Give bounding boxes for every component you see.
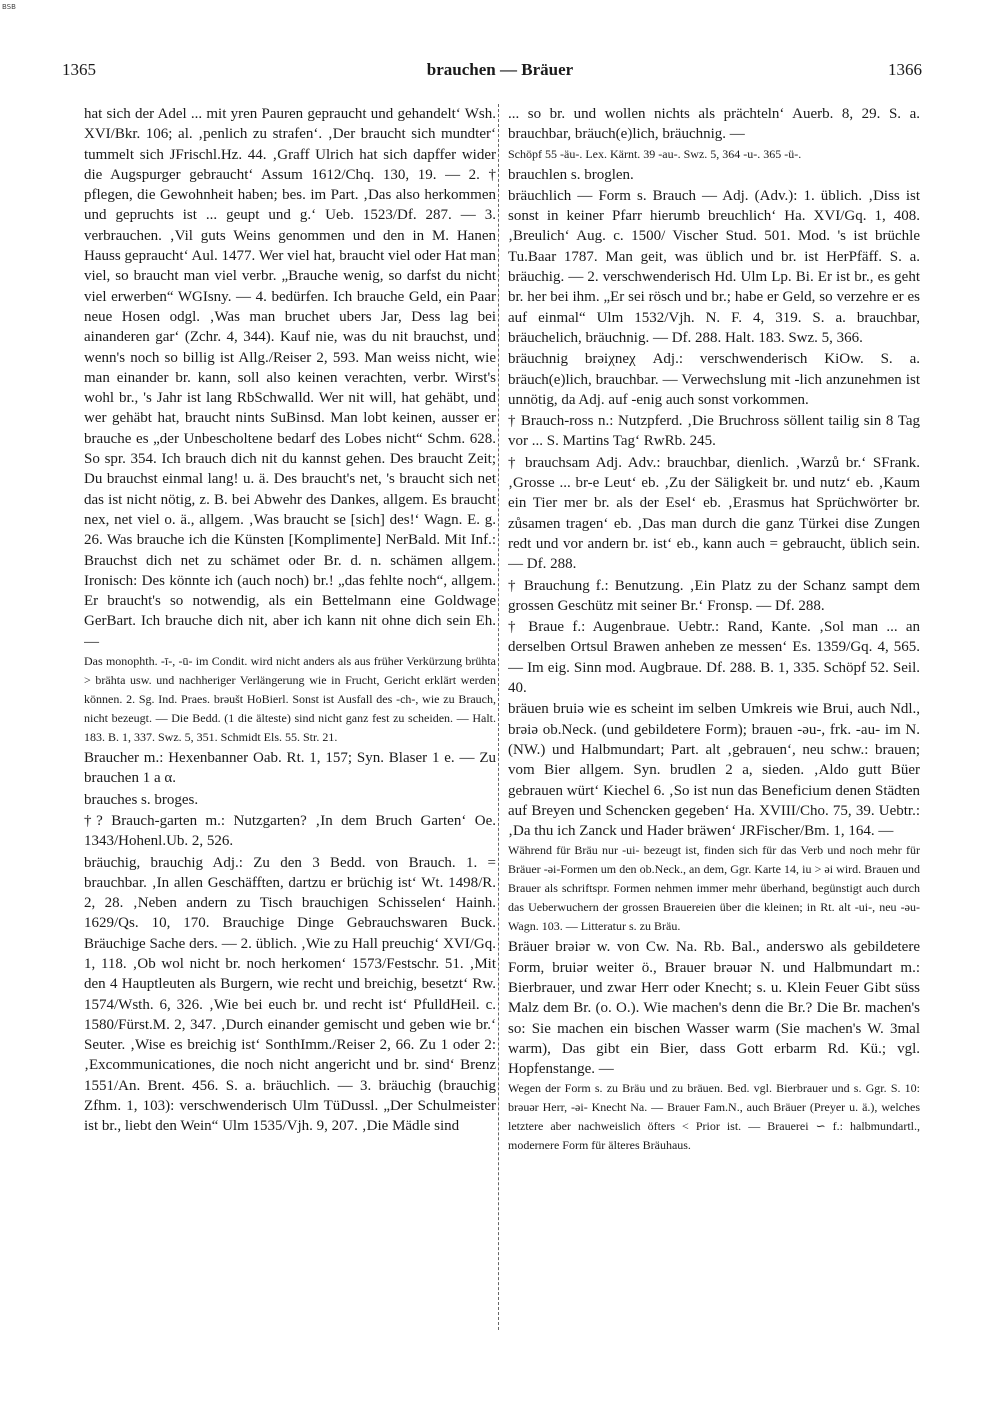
entry-braeuer: Bräuer brəiər w. von Cw. Na. Rb. Bal., anderswo als gebildetere Form, bruiər weiter ö., Brauer brəuər N. und Halbmundart m.: Bierbrauer, und zwar Herr oder Knecht; s. u. Klein Feuer Gibt süss Malz dem Br. (o. O.). Wie machen's denn die Br.? Die Br. machen's so: Sie machen ein bischen Wasser warm (Sie machen's W. 3mal warm), Das gibt ein Bier, dass Gott erbarm Rd. Kü.; vgl. Hopfenstange. — <box>508 939 920 1078</box>
entry-braue: † Braue f.: Augenbraue. Uebtr.: Rand, Kante. ‚Sol man ... an derselben Ortsul Brawen anheben ze messen‘ Es. 1359/Gq. 4, 565. — Im eig. Sinn mod. Augbraue. Df. 288. B. 1, 335. Schöpf 52. Seil. 40. <box>508 619 920 697</box>
note-brauchen: Das monophth. -ī-, -ū- im Condit. wird nicht anders als aus früher Verkürzung brühta > brähta usw. und nachheriger Verlängerung wie in Frucht, Gericht erklärt werden können. 2. Sg. Ind. Praes. brəušt HoBierl. Sonst ist Ausfall des -ch-, wie zu Brauch, nicht bezeugt. — Die Bedd. (1 die älteste) sind nicht ganz fest zu scheiden. — Halt. 183. B. 1, 337. Swz. 5, 351. Schmidt Els. 55. Str. 21. <box>84 654 496 745</box>
entry-braeuchnig: bräuchnig brəiχneχ Adj.: verschwenderisch KiOw. S. a. bräuch(e)lich, brauchbar. — Verwechslung mit -lich anzunehmen ist unnötig, da Adj. auf -enig auch sonst vorkommen. <box>508 351 920 408</box>
entry-brauchung: † Brauchung f.: Benutzung. ‚Ein Platz zu der Schanz sampt dem grossen Geschütz mit seiner Br.‘ Fronsp. — Df. 288. <box>508 577 920 614</box>
right-column <box>508 104 920 1339</box>
entry-brauches: brauches s. broges. <box>84 791 199 808</box>
entry-braeuchig: bräuchig, brauchig Adj.: Zu den 3 Bedd. von Brauch. 1. = brauchbar. ‚In allen Geschäfften, dartzu er brüchig ist‘ Wt. 1498/R. 2, 28. ‚Neben andern zu Tisch brauchigen Schisselen‘ Hainh. 1629/Qs. 10, 170. Brauchige Dinge Gebrauchswaren Buck. Bräuchige Sache ders. — 2. üblich. ‚Wie zu Hall preuchig‘ XVI/Gq. 1, 118. ‚Ob wol nicht br. noch herkomen‘ 1573/Festschr. 51. ‚Mit den 4 Hauptleuten als Burgern, wie recht und breichig, besetzt‘ Rw. 1574/Wsth. 6, 326. ‚Wie bei euch br. und recht ist‘ PfulldHeil. c. 1580/Fürst.M. 2, 347. ‚Durch einander gemischt und geben wie br.‘ Seuter. ‚Wise es breichig ist‘ SonthImm./Reiser 2, 66. Zu 1 oder 2: ‚Excommunicationes, die noch nicht angericht und br. sind‘ Brenz 1551/An. Brent. 456. S. a. bräuchlich. — 3. bräuchig (brauchig Zfhm. 1, 103): verschwenderisch Ulm TüDussl. „Der Schulmeister ist br., liebt den Wein“ Ulm 1535/Vjh. 9, 207. ‚Die Mädle sind <box>84 854 496 1135</box>
entry-braeuen: bräuen bruiə wie es scheint im selben Umkreis wie Brui, auch Ndl., brəiə ob.Neck. (und gebildetere Form); brauen -əu-, frk. -au- im N. (NW.) und Halbmundart; Part. alt ‚gebrauen‘, neu schw.: brauen; vom Bier allgem. Syn. brudlen 2 a, sieden. ‚Aldo gutt Büer gebrauen würt‘ Kiechel 6. ‚So ist nun das Beneficium denen Städten auf Breyen und Schencken gegeben‘ Ha. XVIII/Cho. 75, 39. Uebtr.: ‚Da thu ich Zanck und Hader bräwen‘ JRFischer/Bm. 1, 164. — <box>508 701 920 840</box>
left-column <box>84 104 496 1339</box>
column-divider <box>498 104 499 1330</box>
page-number-left: 1365 <box>62 60 96 79</box>
entry-brauchen-continued: hat sich der Adel ... mit yren Pauren gepraucht und gehandelt‘ Wsh. XVI/Bkr. 106; al. ‚penlich zu strafen‘. ‚Der braucht sich mundter‘ tummelt sich JFrischl.Hz. 44. ‚Graff Ulrich hat sich dapffer wider die Augspurger gebraucht‘ Assum 1612/Chq. 130, 19. — 2. † pflegen, die Gewohnheit haben; bes. im Part. ‚Das also herkommen und gepruchts ist ... geupt und g.‘ Ueb. 1523/Df. 287. — 3. verbrauchen. ‚Vil guts Weins genommen und den in M. Hanen Hauss gepraucht‘ Aul. 1477. Wer viel hat, braucht viel oder Hat man viel, so braucht man viel verbr. „Brauche wenig, so darfst du nicht viel erwerben“ WGIsny. — 4. bedürfen. Ich brauche Geld, ein Paar neue Hosen odgl. ‚Was man bruchet ubers Jar, Dess lag bei ainanderen gar‘ (Zchr. 4, 344). Kauf nie, was du nit brauchst, und wenn's noch so billig ist Allg./Reiser 2, 593. Man weiss nicht, wie man einander br. kann, soll also keinen verachten, verbr. Wirst's wohl br., 's Jahr ist lang RbSchwalld. Wer nit will, hat gehäbt, und wer gehäbt hat, braucht nints SuBinsd. Man lobt keinen, ausser er brauche es „der Unbescholtene bedarf des Lobes nicht“ Schm. 628. So spr. 354. Ich brauch dich nit du kannst gehen. Des braucht Zeit; Du brauchst einmal lang! u. ä. Des braucht's net, 's braucht sich net das ist nicht nötig, z. B. bei Abwehr des Dankes, allgem. Es braucht nex, net viel o. ä., allgem. ‚Was braucht se [sich] des!‘ Wagn. E. g. 26. Was brauche ich die Künsten [Komplimente] NerBald. Mit Inf.: Brauchst dich net zu schämet oder Br. d. n. schämen allgem. Ironisch: Des könnte ich (auch noch) br.! „das fehlte noch“, allgem. Er braucht's so notwendig, als ein Bettelmann eine Goldwage GerBart. Ich brauche dich nit, aber ich kann nit ohne dich sein Eh. — <box>84 106 496 650</box>
entry-braeuchig-continued: ... so br. und wollen nichts als prächteln‘ Auerb. 8, 29. S. a. brauchbar, bräuch(e)lich, bräuchnig. — <box>508 106 920 143</box>
note-braeuer: Wegen der Form s. zu Bräu und zu bräuen. Bed. vgl. Bierbrauer und s. Ggr. S. 10: brəuər Herr, -əi- Knecht Na. — Brauer Fam.N., auch Bräuer (Preyer u. ä.), welches letztere aber nachweislich öfters < Prior ist. — Brauerei ∽ f.: halbmundartl., modernere Form für älteres Bräuhaus. <box>508 1081 920 1153</box>
entry-brauch-ross: † Brauch-ross n.: Nutzpferd. ‚Die Bruchross söllent tailig sin 8 Tag vor ... S. Martins Tag‘ RwRb. 245. <box>508 413 920 450</box>
entry-brauchlen: brauchlen s. broglen. <box>508 166 634 183</box>
entry-braeuchlich: bräuchlich — Form s. Brauch — Adj. (Adv.): 1. üblich. ‚Diss ist sonst in keiner Pfarr hierumb breuchlich‘ Ha. XVI/Gq. 1, 408. ‚Breulich‘ Aug. c. 1500/ Vischer Stud. 501. Mod. 's ist brüchle Tu.Baar 1787. Man geit, was üblich und br. ist HerPfäff. S. a. bräuchig. — 2. verschwenderisch Hd. Ulm Lp. Bi. Er ist br., es geht br. her bei ihm. „Er sei rösch und br.; habe er Geld, so verzehre er es auf einmal“ Ulm 1532/Vjh. N. F. 4, 319. S. a. brauchbar, bräuchelich, bräuchnig. — Df. 288. Halt. 183. Swz. 5, 366. <box>508 187 920 346</box>
entry-braucher: Braucher m.: Hexenbanner Oab. Rt. 1, 157; Syn. Blaser 1 e. — Zu brauchen 1 a α. <box>84 750 496 787</box>
entry-brauchsam: † brauchsam Adj. Adv.: brauchbar, dienlich. ‚Warzů br.‘ SFrank. ‚Grosse ... br-e Leut‘ eb. ‚Zu der Säligkeit br. und nutz‘ eb. ‚Kaum ein Tier mer br. als der Esel‘ eb. ‚Erasmus hat Sprüchwörter br. zůsamen tragen‘ eb. ‚Das man durch die ganz Türkei dise Zungen redt und vor andern br. ist‘ eb., kann auch = gebraucht, üblich sein. — Df. 288. <box>508 454 920 573</box>
running-title: brauchen — Bräuer <box>426 60 574 79</box>
note-braeuchig: Schöpf 55 -äu-. Lex. Kärnt. 39 -au-. Swz. 5, 364 -u-. 365 -ü-. <box>508 146 802 161</box>
page-number-right: 1366 <box>888 60 922 79</box>
note-braeuen: Während für Bräu nur -ui- bezeugt ist, finden sich für das Verb und noch mehr für Bräuer -əi-Formen um den ob.Neck., an dem, Ggr. Karte 14, iu > əi wird. Brauen und Brauer als schriftspr. Formen nehmen immer mehr überhand, begünstigt auch durch das Ueberwuchern der grossen Brauereien über die kleinen; in Rt. alt -ui-, neu -əu- Wagn. 103. — Litteratur s. zu Bräu. <box>508 843 920 934</box>
entry-brauch-garten: †? Brauch-garten m.: Nutzgarten? ‚In dem Bruch Garten‘ Oe. 1343/Hohenl.Ub. 2, 526. <box>84 812 496 850</box>
library-stamp: BSB <box>2 3 16 11</box>
